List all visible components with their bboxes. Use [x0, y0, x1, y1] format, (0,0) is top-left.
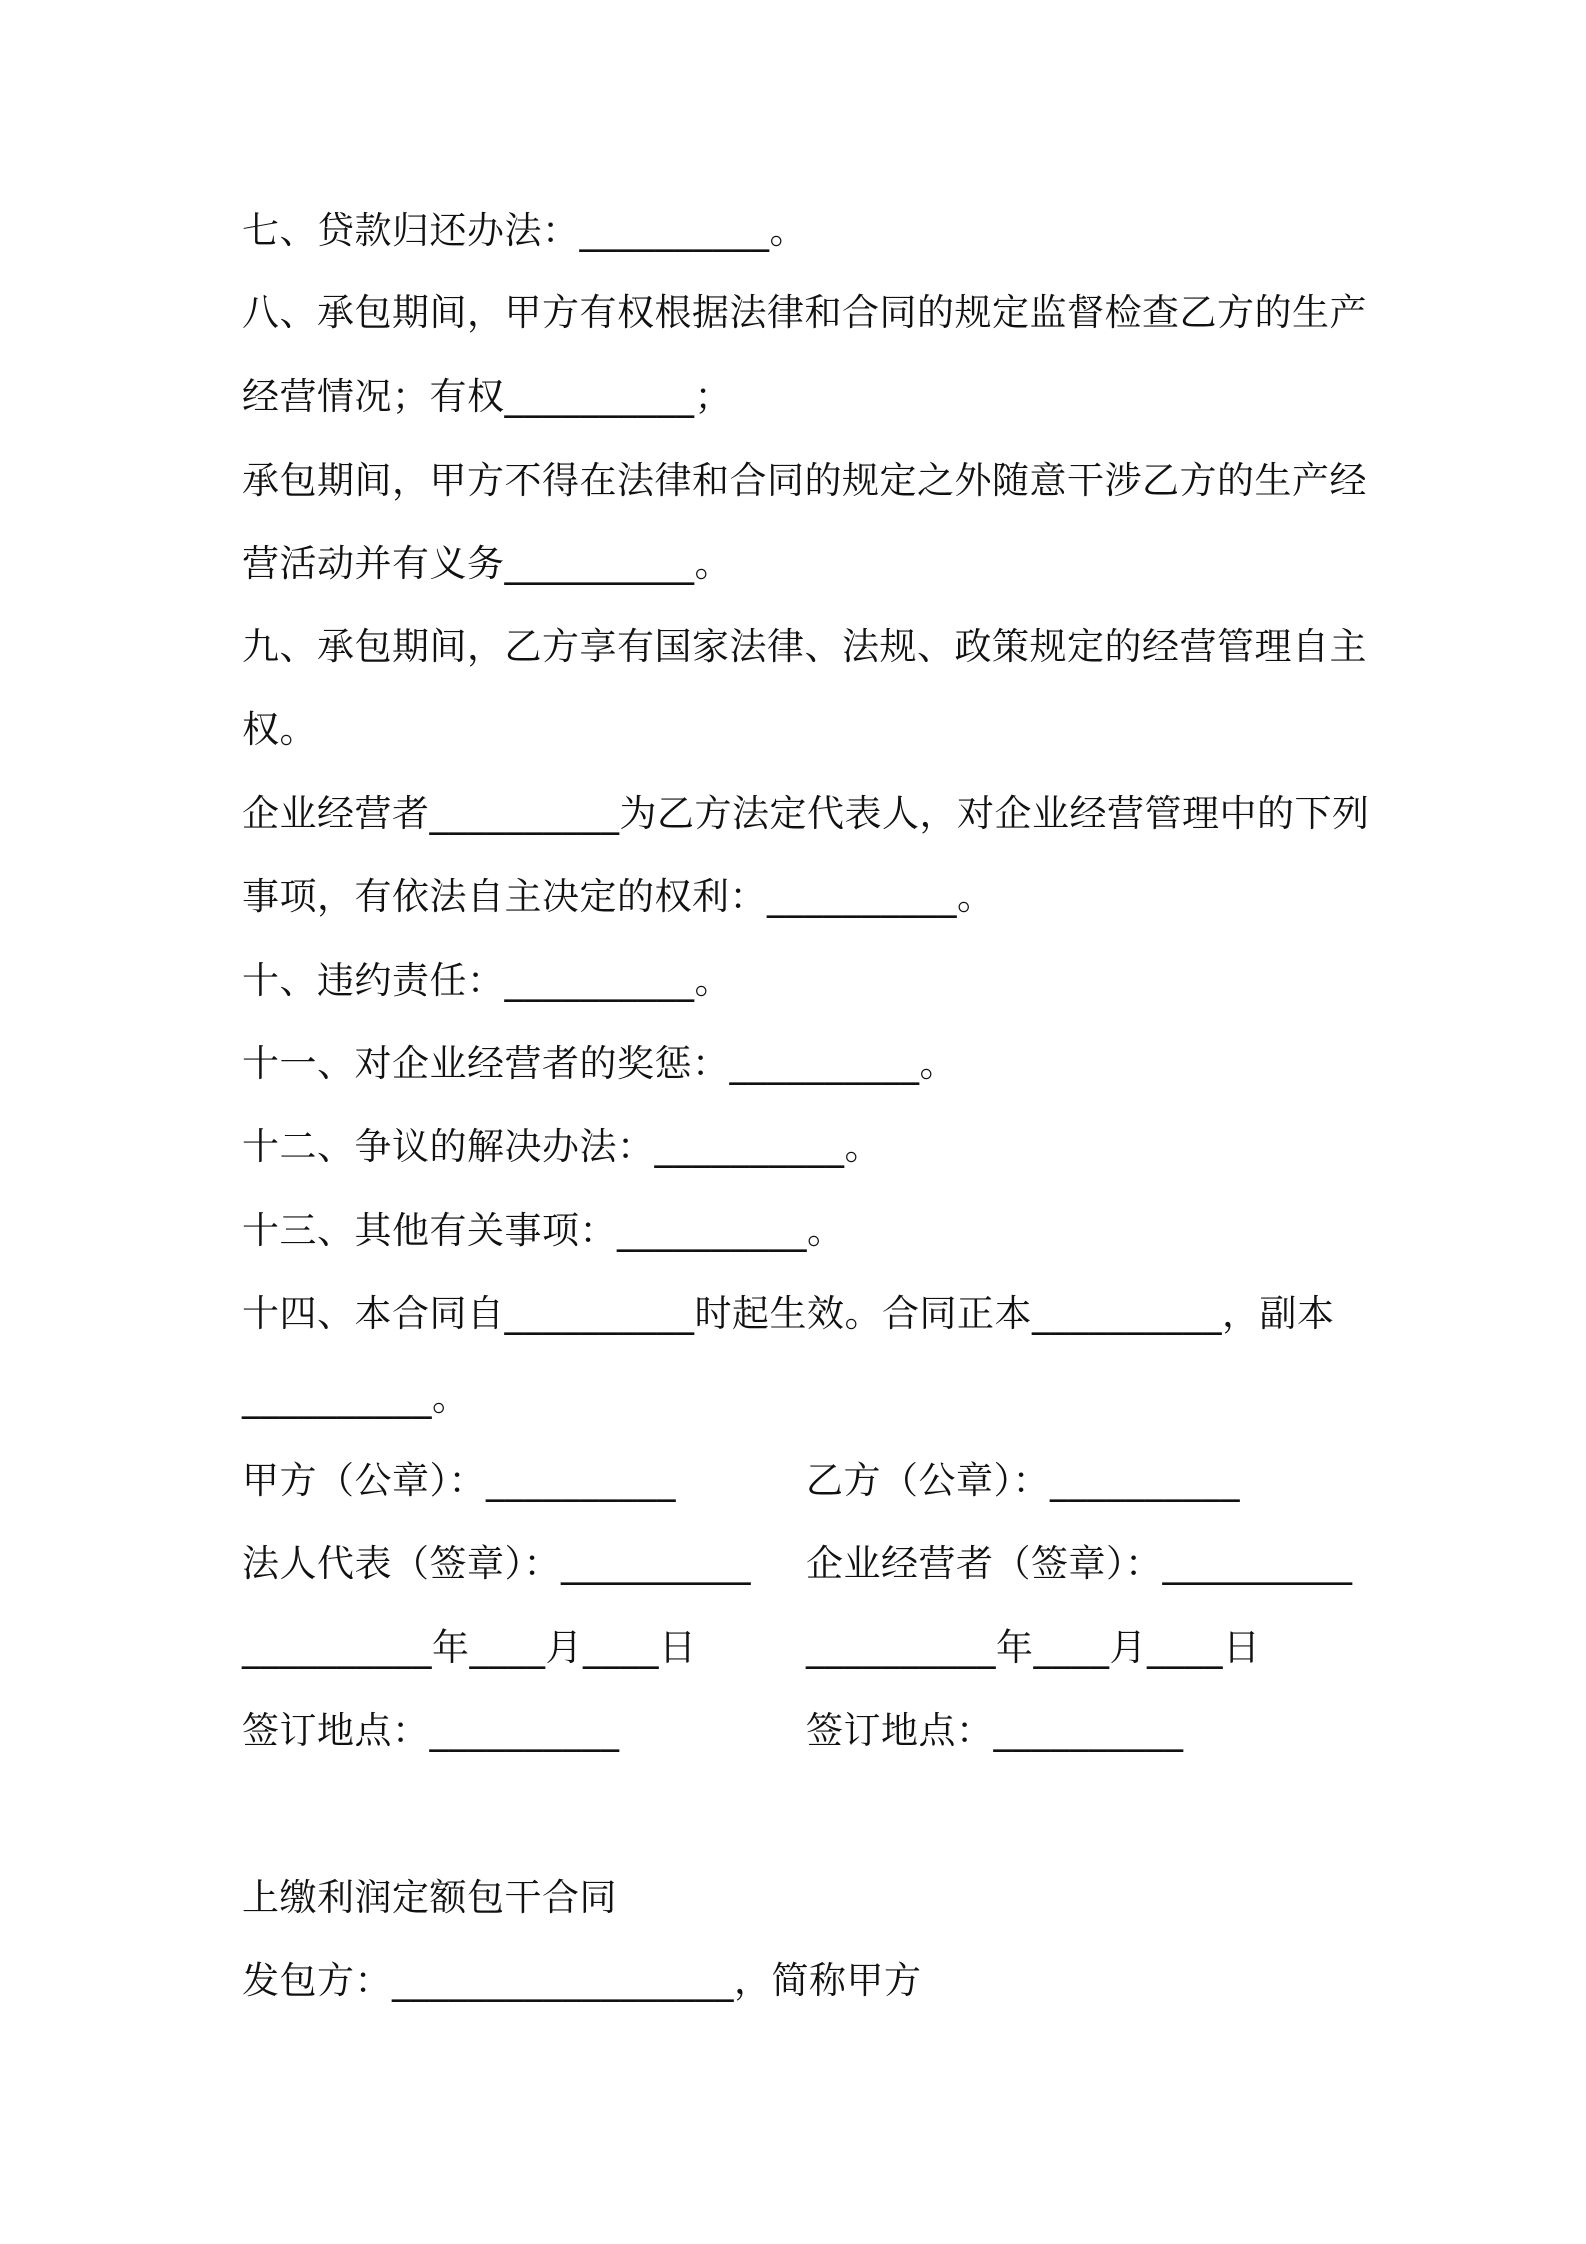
- clause-8-line-2: 经营情况；有权__________；: [242, 375, 732, 418]
- clause-9-para-2-line-1: 企业经营者__________为乙方法定代表人，对企业经营管理中的下列: [242, 792, 1370, 835]
- clause-13: 十三、其他有关事项：__________。: [242, 1209, 845, 1252]
- party-b-signing-place: 签订地点：__________: [806, 1709, 1184, 1752]
- clause-8-para-2-line-1: 承包期间，甲方不得在法律和合同的规定之外随意干涉乙方的生产经: [242, 459, 1367, 502]
- party-b-date: __________年____月____日: [806, 1626, 1261, 1669]
- clause-7: 七、贷款归还办法：__________。: [242, 209, 807, 252]
- clause-9-line-1: 九、承包期间，乙方享有国家法律、法规、政策规定的经营管理自主: [242, 625, 1367, 668]
- clause-8-line-1: 八、承包期间，甲方有权根据法律和合同的规定监督检查乙方的生产: [242, 291, 1367, 334]
- clause-14-line-2: __________。: [242, 1376, 470, 1419]
- party-b-seal: 乙方（公章）：__________: [806, 1459, 1240, 1502]
- clause-9-para-2-line-2: 事项，有依法自主决定的权利：__________。: [242, 875, 995, 918]
- legal-representative-signature: 法人代表（签章）：__________: [242, 1542, 751, 1585]
- contractor-line: 发包方：__________________，简称甲方: [242, 1959, 922, 2002]
- clause-14-line-1: 十四、本合同自__________时起生效。合同正本__________，副本: [242, 1292, 1335, 1335]
- clause-11: 十一、对企业经营者的奖惩：__________。: [242, 1042, 957, 1085]
- clause-10: 十、违约责任：__________。: [242, 959, 732, 1002]
- party-a-seal: 甲方（公章）：__________: [242, 1459, 676, 1502]
- clause-9-line-2: 权。: [242, 708, 317, 751]
- party-a-signing-place: 签订地点：__________: [242, 1709, 620, 1752]
- clause-12: 十二、争议的解决办法：__________。: [242, 1125, 882, 1168]
- party-a-date: __________年____月____日: [242, 1626, 697, 1669]
- next-contract-title: 上缴利润定额包干合同: [242, 1876, 617, 1919]
- clause-8-para-2-line-2: 营活动并有义务__________。: [242, 542, 732, 585]
- enterprise-operator-signature: 企业经营者（签章）：__________: [806, 1542, 1353, 1585]
